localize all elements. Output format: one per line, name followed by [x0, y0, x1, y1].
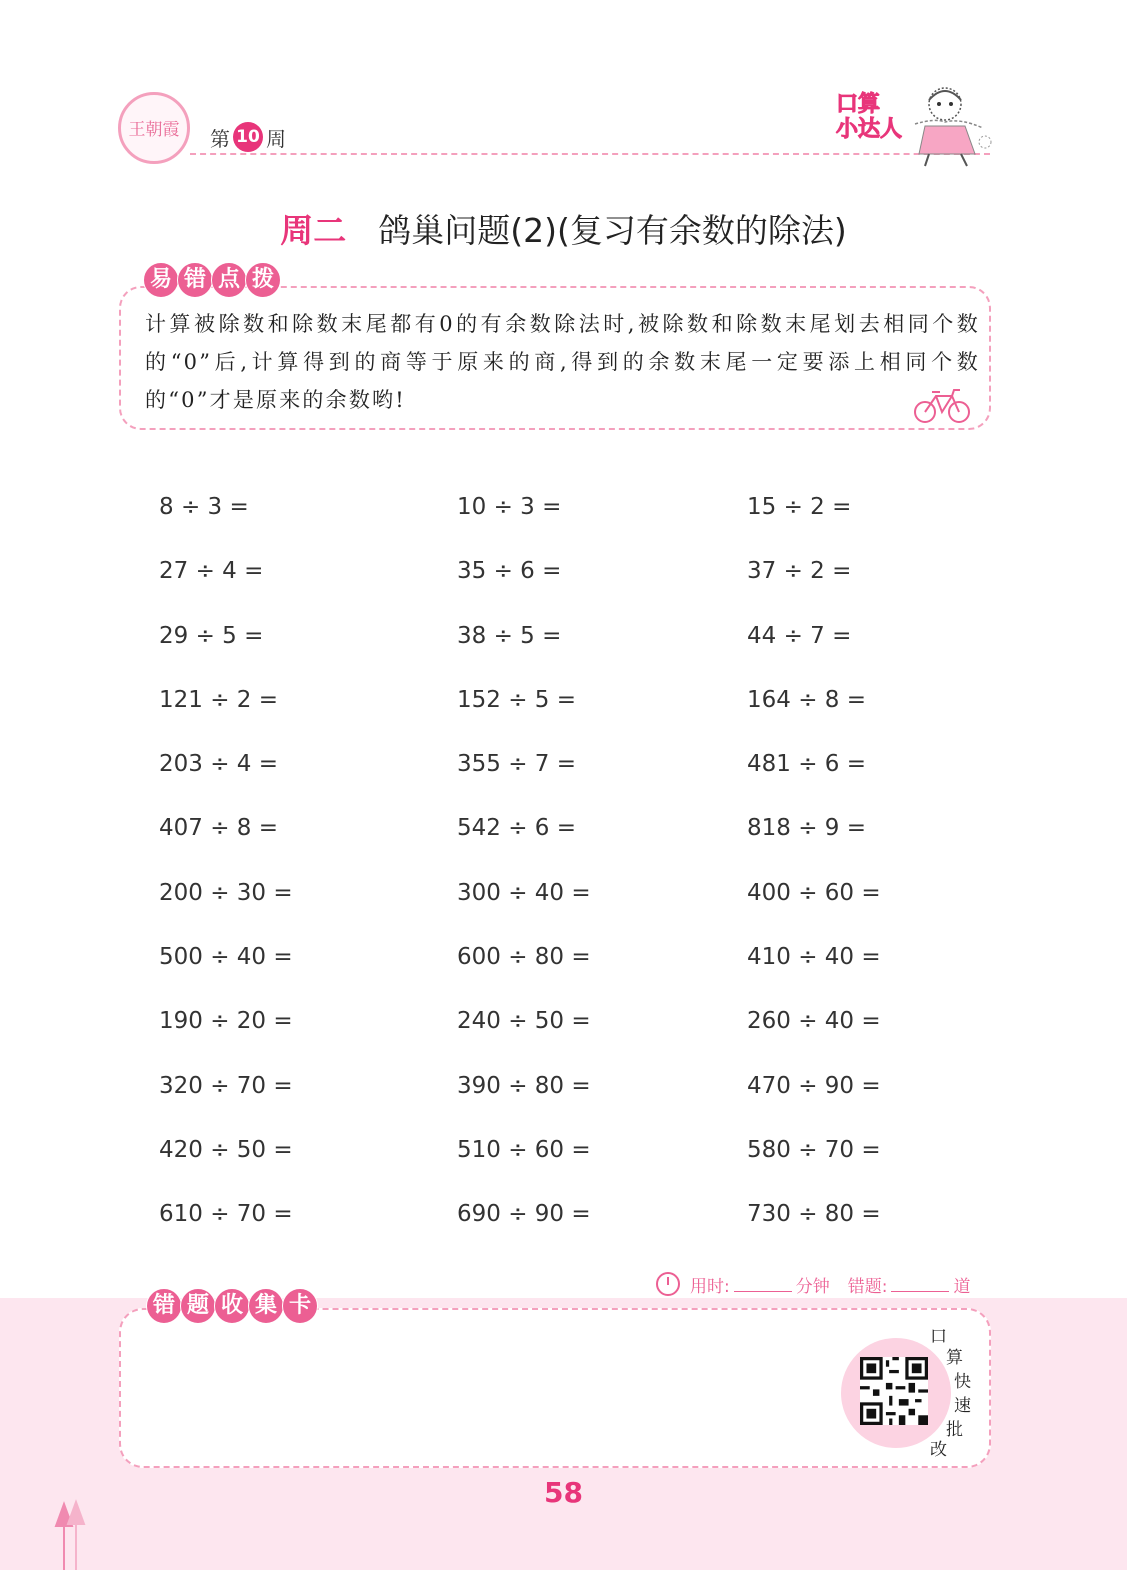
problem-item: 600 ÷ 80 = — [457, 944, 591, 971]
stopwatch-icon — [656, 1272, 680, 1296]
author-seal-logo — [118, 92, 190, 164]
problem-item: 38 ÷ 5 = — [457, 622, 562, 649]
title-day: 周二 — [280, 211, 347, 250]
problem-item: 8 ÷ 3 = — [159, 494, 249, 520]
collect-label-char: 题 — [180, 1288, 216, 1324]
brand-line-2: 小达人 — [836, 117, 903, 142]
week-indicator — [210, 122, 286, 152]
problem-item: 29 ÷ 5 = — [159, 622, 264, 649]
collect-label-char: 错 — [146, 1288, 182, 1324]
problem-item: 240 ÷ 50 = — [457, 1008, 591, 1035]
header-divider — [190, 153, 990, 155]
problem-item: 260 ÷ 40 = — [747, 1008, 881, 1035]
problem-row — [159, 745, 999, 809]
qr-caption-char: 算 — [946, 1348, 963, 1368]
problem-item: 410 ÷ 40 = — [747, 944, 881, 971]
tip-label-char: 点 — [211, 262, 247, 298]
collect-label — [146, 1288, 316, 1324]
problem-item: 190 ÷ 20 = — [159, 1008, 293, 1035]
problem-row — [159, 617, 999, 681]
collect-label-char: 卡 — [282, 1288, 318, 1324]
time-blank[interactable] — [734, 1277, 792, 1292]
problem-row — [159, 938, 999, 1002]
problem-item: 690 ÷ 90 = — [457, 1201, 591, 1228]
collect-label-char: 集 — [248, 1288, 284, 1324]
problem-item: 203 ÷ 4 = — [159, 751, 279, 778]
problem-row — [159, 681, 999, 745]
qr-caption-char: 快 — [954, 1372, 971, 1392]
problem-item: 510 ÷ 60 = — [457, 1136, 591, 1163]
collect-label-char: 收 — [214, 1288, 250, 1324]
problem-item: 320 ÷ 70 = — [159, 1072, 293, 1099]
problem-item: 818 ÷ 9 = — [747, 815, 867, 842]
problem-item: 500 ÷ 40 = — [159, 944, 293, 971]
problem-row — [159, 488, 999, 552]
time-label: 用时: — [690, 1276, 730, 1297]
problem-row — [159, 874, 999, 938]
problem-item: 15 ÷ 2 = — [747, 494, 852, 520]
problem-item: 580 ÷ 70 = — [747, 1136, 881, 1163]
week-prefix: 第 — [210, 126, 230, 151]
time-error-record — [656, 1270, 970, 1298]
problem-item: 152 ÷ 5 = — [457, 686, 577, 713]
tip-label-char: 易 — [143, 262, 179, 298]
cartoon-girl-illustration — [905, 82, 997, 168]
error-unit: 道 — [953, 1276, 971, 1297]
problem-row — [159, 1067, 999, 1131]
qr-caption-char: 口 — [930, 1327, 947, 1347]
problem-item: 542 ÷ 6 = — [457, 815, 577, 842]
problem-item: 355 ÷ 7 = — [457, 751, 577, 778]
problem-item: 44 ÷ 7 = — [747, 622, 852, 649]
error-blank[interactable] — [891, 1277, 949, 1292]
problem-row — [159, 809, 999, 873]
tip-label-char: 拨 — [245, 262, 281, 298]
title-text: 鸽巢问题(2)(复习有余数的除法) — [378, 211, 847, 250]
page-number: 58 — [544, 1476, 583, 1509]
problem-item: 27 ÷ 4 = — [159, 558, 264, 585]
problem-row — [159, 552, 999, 616]
time-unit: 分钟 — [795, 1276, 830, 1297]
brand-logo — [836, 92, 902, 144]
problem-row — [159, 1002, 999, 1066]
qr-caption-char: 改 — [930, 1440, 947, 1460]
problem-item: 390 ÷ 80 = — [457, 1072, 591, 1099]
problem-item: 10 ÷ 3 = — [457, 494, 562, 520]
problem-item: 300 ÷ 40 = — [457, 879, 591, 906]
problem-item: 200 ÷ 30 = — [159, 879, 293, 906]
problem-item: 610 ÷ 70 = — [159, 1201, 293, 1228]
week-number-badge: 10 — [233, 122, 263, 152]
problem-grid — [159, 488, 999, 1260]
problem-item: 730 ÷ 80 = — [747, 1201, 881, 1228]
qr-caption-char: 批 — [946, 1420, 963, 1440]
tip-text: 计算被除数和除数末尾都有0的有余数除法时,被除数和除数末尾划去相同个数的“0”后,计算得到的商等于原来的商,得到的余数末尾一定要添上相同个数的“0”才是原来的余数哟! — [145, 312, 980, 412]
tip-label-char: 错 — [177, 262, 213, 298]
problem-item: 481 ÷ 6 = — [747, 751, 867, 778]
week-suffix: 周 — [266, 126, 286, 151]
qr-code-icon[interactable] — [860, 1357, 928, 1425]
error-label: 错题: — [847, 1276, 888, 1297]
page-title — [0, 205, 1127, 252]
tip-label — [143, 262, 279, 298]
problem-item: 407 ÷ 8 = — [159, 815, 279, 842]
qr-caption-char: 速 — [954, 1396, 971, 1416]
problem-item: 400 ÷ 60 = — [747, 879, 881, 906]
problem-row — [159, 1195, 999, 1259]
brand-line-1: 口算 — [836, 92, 881, 117]
problem-item: 164 ÷ 8 = — [747, 686, 867, 713]
problem-item: 37 ÷ 2 = — [747, 558, 852, 585]
seal-text: 王朝霞 — [128, 120, 180, 140]
bicycle-icon — [912, 388, 972, 424]
problem-item: 121 ÷ 2 = — [159, 686, 279, 713]
problem-item: 470 ÷ 90 = — [747, 1072, 881, 1099]
problem-item: 420 ÷ 50 = — [159, 1136, 293, 1163]
problem-row — [159, 1131, 999, 1195]
problem-item: 35 ÷ 6 = — [457, 558, 562, 585]
arrows-decoration-icon — [52, 1498, 92, 1570]
